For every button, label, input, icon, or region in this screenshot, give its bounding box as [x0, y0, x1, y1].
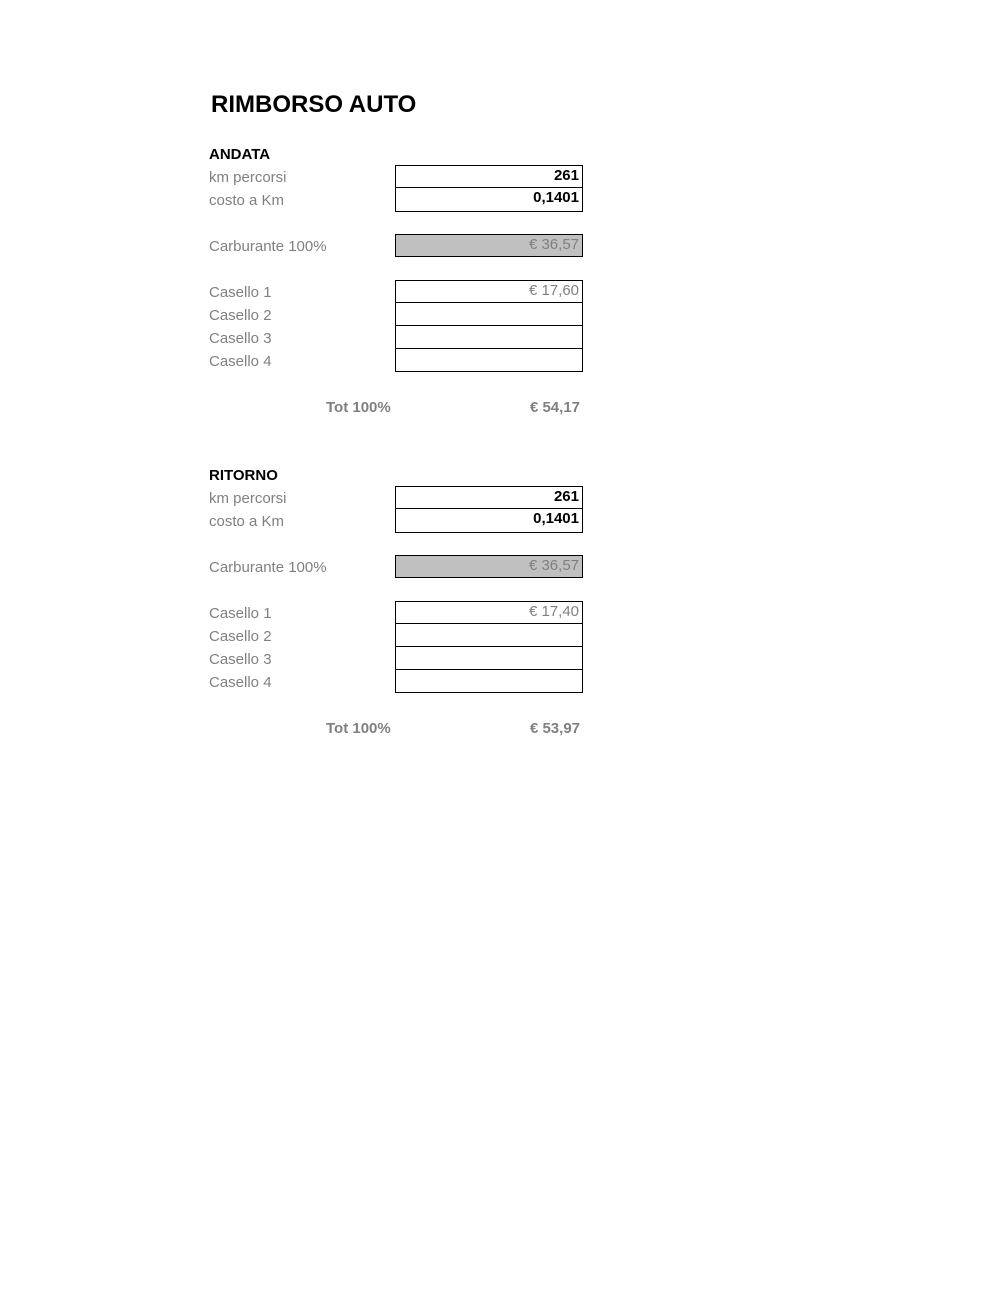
andata-cost-input[interactable]: 0,1401 [395, 188, 583, 212]
ritorno-toll-input[interactable] [395, 670, 583, 693]
andata-total-value: € 54,17 [529, 399, 580, 416]
andata-toll-label: Casello 4 [209, 353, 272, 370]
ritorno-toll-label: Casello 2 [209, 628, 272, 645]
ritorno-km-input[interactable]: 261 [395, 486, 583, 509]
ritorno-km-label: km percorsi [209, 490, 287, 507]
ritorno-toll-input[interactable] [395, 647, 583, 670]
ritorno-fuel-label: Carburante 100% [209, 559, 327, 576]
ritorno-toll-label: Casello 4 [209, 674, 272, 691]
ritorno-total-label: Tot 100% [326, 720, 391, 737]
andata-cost-label: costo a Km [209, 192, 285, 209]
andata-toll-label: Casello 1 [209, 284, 272, 301]
andata-toll-input[interactable] [395, 326, 583, 349]
ritorno-toll-label: Casello 3 [209, 651, 272, 668]
andata-toll-label: Casello 2 [209, 307, 272, 324]
ritorno-toll-label: Casello 1 [209, 605, 272, 622]
andata-heading: ANDATA [209, 146, 271, 163]
page-title: RIMBORSO AUTO [211, 91, 417, 118]
ritorno-fuel-value: € 36,57 [395, 555, 583, 578]
ritorno-toll-input[interactable] [395, 624, 583, 647]
ritorno-cost-input[interactable]: 0,1401 [395, 509, 583, 533]
andata-toll-input[interactable] [395, 303, 583, 326]
andata-toll-label: Casello 3 [209, 330, 272, 347]
andata-total-label: Tot 100% [326, 399, 391, 416]
ritorno-total-value: € 53,97 [529, 720, 580, 737]
ritorno-heading: RITORNO [209, 467, 278, 484]
andata-toll-input[interactable] [395, 349, 583, 372]
andata-fuel-label: Carburante 100% [209, 238, 327, 255]
andata-fuel-value: € 36,57 [395, 234, 583, 257]
ritorno-toll-input[interactable]: € 17,40 [395, 601, 583, 624]
ritorno-cost-label: costo a Km [209, 513, 285, 530]
andata-km-label: km percorsi [209, 169, 287, 186]
andata-km-input[interactable]: 261 [395, 165, 583, 188]
andata-toll-input[interactable]: € 17,60 [395, 280, 583, 303]
